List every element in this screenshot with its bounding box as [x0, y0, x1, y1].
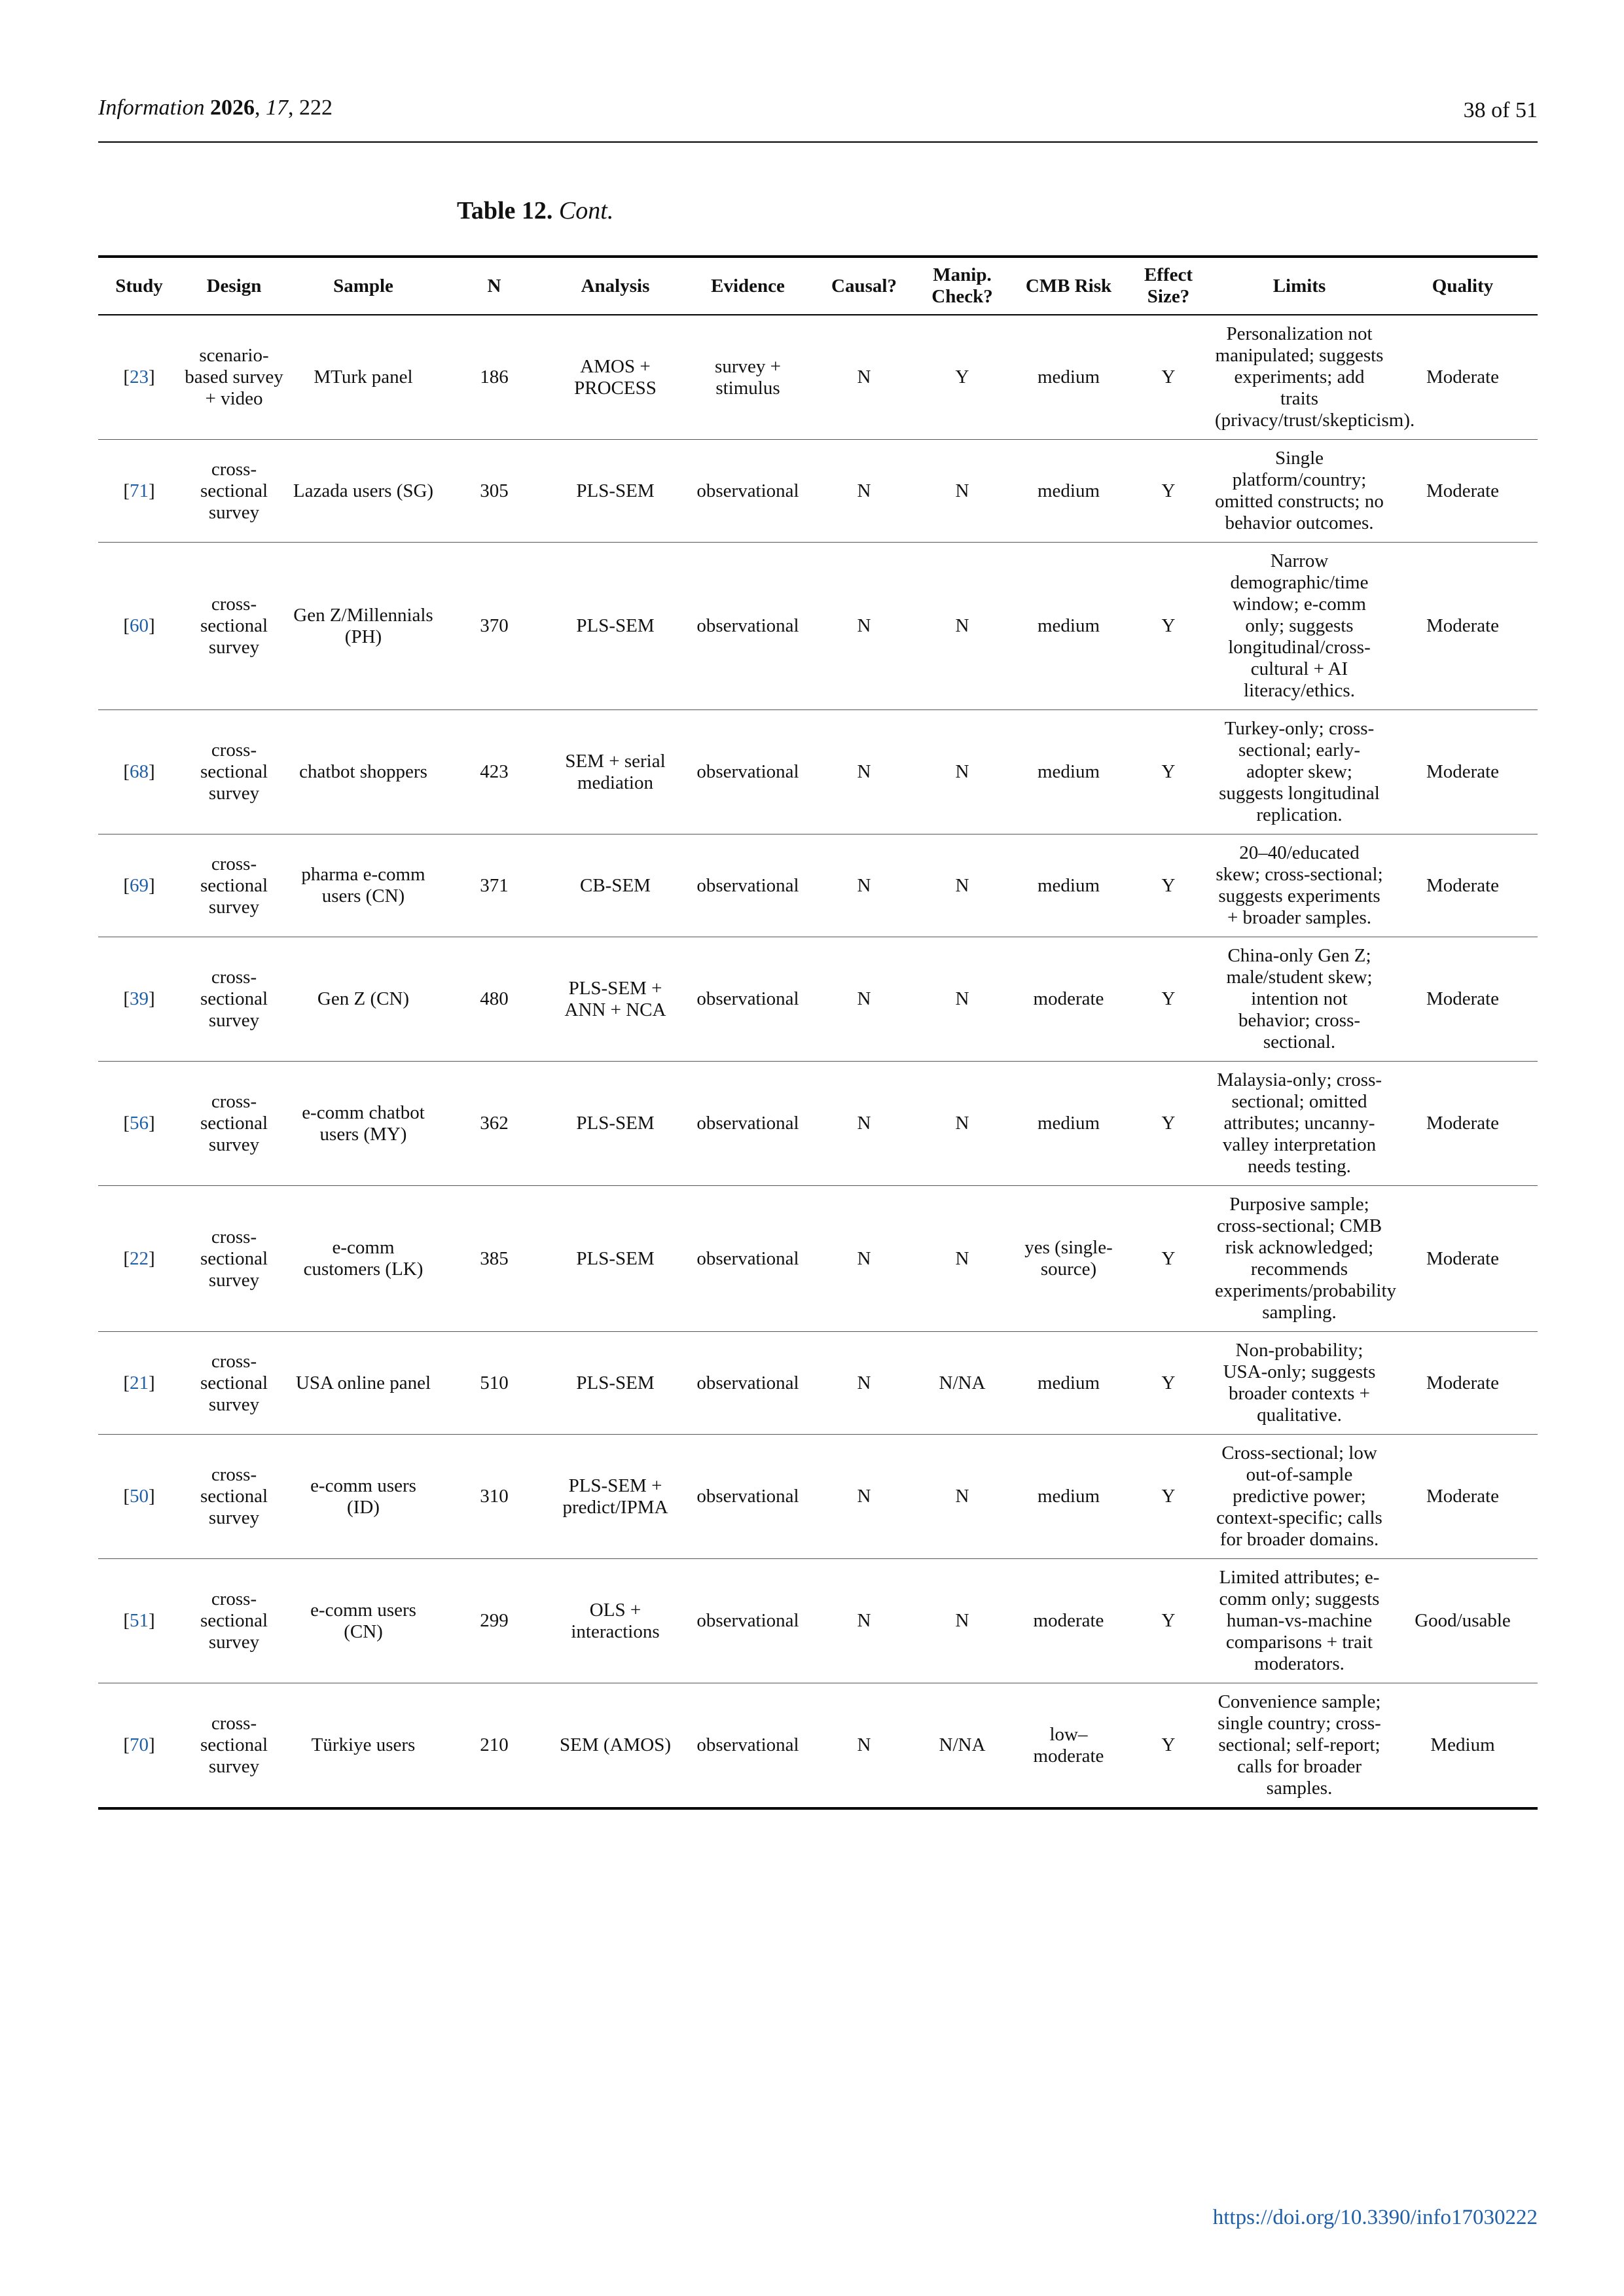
cmb-risk-cell: low–moderate	[1033, 1723, 1104, 1767]
column-header: Causal?	[831, 275, 897, 296]
design-cell: cross-sectional survey	[200, 1464, 268, 1528]
study-ref: [51]	[123, 1610, 155, 1631]
cmb-risk-cell: medium	[1037, 1372, 1100, 1393]
design-cell: cross-sectional survey	[200, 967, 268, 1031]
study-ref: [56]	[123, 1113, 155, 1134]
quality-cell: Moderate	[1426, 367, 1500, 387]
limits-cell: Limited attributes; e-comm only; suggests human-vs-machine comparisons + trait moderators.	[1219, 1567, 1380, 1674]
causal-cell: N	[857, 1113, 871, 1134]
n-cell: 480	[480, 988, 509, 1009]
table-row	[98, 543, 1538, 710]
evidence-cell: observational	[696, 1113, 799, 1134]
manip-check-cell: N	[955, 988, 969, 1009]
quality-cell: Moderate	[1426, 1372, 1500, 1393]
evidence-cell: observational	[696, 1610, 799, 1631]
analysis-cell: CB-SEM	[580, 874, 651, 896]
n-cell: 362	[480, 1113, 509, 1134]
journal-volume: 17	[265, 96, 288, 120]
sample-cell: e-comm customers (LK)	[303, 1237, 424, 1280]
cmb-risk-cell: medium	[1037, 761, 1100, 782]
citation-link[interactable]: 22	[130, 1247, 149, 1269]
analysis-cell: OLS + interactions	[571, 1599, 660, 1642]
limits-cell: Turkey-only; cross-sectional; early-adopter skew; suggests longitudinal replication.	[1219, 718, 1380, 825]
effect-size-cell: Y	[1161, 1610, 1176, 1631]
evidence-cell: observational	[696, 874, 799, 896]
n-cell: 385	[480, 1247, 509, 1269]
journal-citation: Information 2026, 17, 222	[98, 96, 333, 120]
table-body	[98, 315, 1538, 1808]
effect-size-cell: Y	[1161, 1113, 1176, 1134]
causal-cell: N	[857, 874, 871, 896]
sample-cell: Gen Z/Millennials (PH)	[293, 604, 433, 647]
table-row	[98, 315, 1538, 440]
quality-cell: Moderate	[1426, 1113, 1500, 1134]
evidence-cell: observational	[696, 1247, 799, 1269]
design-cell: cross-sectional survey	[200, 594, 268, 658]
effect-size-cell: Y	[1161, 761, 1176, 782]
manip-check-cell: N	[955, 1247, 969, 1269]
effect-size-cell: Y	[1161, 988, 1176, 1009]
effect-size-cell: Y	[1161, 874, 1176, 896]
column-header: Effect Size?	[1144, 264, 1193, 307]
table-row	[98, 1332, 1538, 1435]
limits-cell: China-only Gen Z; male/student skew; intention not behavior; cross-sectional.	[1226, 945, 1373, 1052]
causal-cell: N	[857, 1734, 871, 1755]
limits-cell: Malaysia-only; cross-sectional; omitted attributes; uncanny-valley interpretation needs testing.	[1216, 1069, 1382, 1177]
limits-cell: Narrow demographic/time window; e-comm only; suggests longitudinal/cross-cultural + AI literacy/ethics.	[1228, 550, 1371, 701]
table-caption	[457, 196, 613, 225]
quality-cell: Moderate	[1426, 874, 1500, 896]
sample-cell: e-comm chatbot users (MY)	[302, 1102, 425, 1145]
limits-cell: Purposive sample; cross-sectional; CMB risk acknowledged; recommends experiments/probability sampling.	[1215, 1194, 1397, 1323]
n-cell: 370	[480, 615, 509, 636]
n-cell: 305	[480, 480, 509, 501]
citation-link[interactable]: 39	[130, 988, 149, 1009]
limits-cell: 20–40/educated skew; cross-sectional; suggests experiments + broader samples.	[1216, 842, 1383, 928]
analysis-cell: SEM + serial mediation	[565, 750, 666, 793]
manip-check-cell: N	[955, 1113, 969, 1134]
citation-link[interactable]: 23	[130, 367, 149, 387]
manip-check-cell: N	[955, 615, 969, 636]
cmb-risk-cell: medium	[1037, 480, 1100, 501]
n-cell: 423	[480, 761, 509, 782]
limits-cell: Cross-sectional; low out-of-sample predictive power; context-specific; calls for broader domains.	[1216, 1443, 1382, 1550]
analysis-cell: PLS-SEM	[576, 615, 655, 636]
manip-check-cell: Y	[955, 367, 969, 387]
cmb-risk-cell: moderate	[1033, 1610, 1104, 1631]
causal-cell: N	[857, 1247, 871, 1269]
journal-year: 2026	[209, 96, 255, 120]
sample-cell: e-comm users (CN)	[310, 1599, 416, 1642]
causal-cell: N	[857, 480, 871, 501]
page-header	[98, 92, 1538, 143]
effect-size-cell: Y	[1161, 1486, 1176, 1507]
study-ref: [69]	[123, 874, 155, 896]
sample-cell: Lazada users (SG)	[293, 480, 434, 501]
causal-cell: N	[857, 1610, 871, 1631]
column-header: N	[487, 275, 501, 296]
cmb-risk-cell: medium	[1037, 1486, 1100, 1507]
table-row	[98, 440, 1538, 543]
citation-link[interactable]: 56	[130, 1113, 149, 1134]
citation-link[interactable]: 21	[130, 1372, 149, 1393]
citation-link[interactable]: 69	[130, 874, 149, 896]
sample-cell: Türkiye users	[311, 1734, 416, 1755]
limits-cell: Convenience sample; single country; cross-sectional; self-report; calls for broader samples.	[1218, 1691, 1381, 1799]
evidence-cell: observational	[696, 615, 799, 636]
evidence-cell: observational	[696, 1372, 799, 1393]
table-row	[98, 1435, 1538, 1559]
table-label: Table 12.	[457, 197, 553, 224]
quality-cell: Medium	[1430, 1734, 1495, 1755]
citation-link[interactable]: 50	[130, 1486, 149, 1507]
manip-check-cell: N	[955, 761, 969, 782]
manip-check-cell: N	[955, 874, 969, 896]
page-number: 38 of 51	[1463, 98, 1538, 122]
n-cell: 371	[480, 874, 509, 896]
effect-size-cell: Y	[1161, 615, 1176, 636]
study-ref: [21]	[123, 1372, 155, 1393]
sample-cell: MTurk panel	[314, 367, 413, 387]
table-row	[98, 1559, 1538, 1683]
table-row	[98, 834, 1538, 937]
design-cell: cross-sectional survey	[200, 740, 268, 804]
design-cell: cross-sectional survey	[200, 458, 268, 523]
column-header: Analysis	[581, 275, 650, 296]
causal-cell: N	[857, 1486, 871, 1507]
n-cell: 186	[480, 367, 509, 387]
column-header: Study	[115, 275, 163, 296]
citation-link[interactable]: 51	[130, 1610, 149, 1631]
causal-cell: N	[857, 615, 871, 636]
manip-check-cell: N/NA	[939, 1734, 986, 1755]
n-cell: 310	[480, 1486, 509, 1507]
sample-cell: chatbot shoppers	[299, 761, 427, 782]
journal-article: 222	[298, 96, 333, 120]
table-row	[98, 710, 1538, 834]
limits-cell: Personalization not manipulated; suggests experiments; add traits (privacy/trust/skepticism).	[1215, 323, 1415, 431]
limits-cell: Single platform/country; omitted constructs; no behavior outcomes.	[1215, 448, 1384, 533]
design-cell: scenario-based survey + video	[185, 345, 283, 409]
causal-cell: N	[857, 1372, 871, 1393]
effect-size-cell: Y	[1161, 1734, 1176, 1755]
table-row	[98, 1186, 1538, 1332]
design-cell: cross-sectional survey	[200, 853, 268, 918]
analysis-cell: PLS-SEM + ANN + NCA	[564, 977, 666, 1020]
table-cont: Cont.	[558, 197, 614, 224]
analysis-cell: SEM (AMOS)	[560, 1734, 671, 1755]
cmb-risk-cell: medium	[1037, 367, 1100, 387]
design-cell: cross-sectional survey	[200, 1226, 268, 1291]
quality-cell: Moderate	[1426, 1247, 1500, 1269]
study-ref: [22]	[123, 1247, 155, 1269]
n-cell: 510	[480, 1372, 509, 1393]
analysis-cell: PLS-SEM	[576, 1372, 655, 1393]
analysis-cell: PLS-SEM	[576, 1247, 655, 1269]
study-ref: [39]	[123, 988, 155, 1009]
column-header: Evidence	[711, 275, 785, 296]
effect-size-cell: Y	[1161, 367, 1176, 387]
study-ref: [23]	[123, 367, 155, 387]
design-cell: cross-sectional survey	[200, 1091, 268, 1155]
effect-size-cell: Y	[1161, 1247, 1176, 1269]
design-cell: cross-sectional survey	[200, 1713, 268, 1777]
manip-check-cell: N	[955, 1610, 969, 1631]
citation-link[interactable]: 71	[130, 480, 149, 501]
quality-cell: Moderate	[1426, 615, 1500, 636]
column-header: Design	[206, 275, 262, 296]
evidence-cell: observational	[696, 1734, 799, 1755]
causal-cell: N	[857, 367, 871, 387]
column-header: Manip. Check?	[931, 264, 993, 307]
citation-link[interactable]: 68	[130, 761, 149, 782]
study-quality-table	[98, 255, 1538, 1810]
cmb-risk-cell: medium	[1037, 1113, 1100, 1134]
sample-cell: e-comm users (ID)	[310, 1475, 416, 1518]
table-row	[98, 1062, 1538, 1186]
quality-cell: Moderate	[1426, 1486, 1500, 1507]
cmb-risk-cell: medium	[1037, 615, 1100, 636]
column-header: Quality	[1432, 275, 1494, 296]
n-cell: 299	[480, 1610, 509, 1631]
sample-cell: USA online panel	[295, 1372, 431, 1393]
citation-link[interactable]: 70	[130, 1734, 149, 1755]
study-ref: [68]	[123, 761, 155, 782]
manip-check-cell: N/NA	[939, 1372, 986, 1393]
evidence-cell: survey + stimulus	[715, 355, 781, 399]
table-row	[98, 937, 1538, 1062]
evidence-cell: observational	[696, 761, 799, 782]
cmb-risk-cell: moderate	[1033, 988, 1104, 1009]
evidence-cell: observational	[696, 1486, 799, 1507]
analysis-cell: PLS-SEM	[576, 1113, 655, 1134]
study-ref: [71]	[123, 480, 155, 501]
study-ref: [60]	[123, 615, 155, 636]
manip-check-cell: N	[955, 480, 969, 501]
quality-cell: Good/usable	[1415, 1610, 1511, 1631]
design-cell: cross-sectional survey	[200, 1588, 268, 1653]
cmb-risk-cell: medium	[1037, 874, 1100, 896]
column-header: Limits	[1272, 275, 1326, 296]
column-header: CMB Risk	[1025, 275, 1112, 296]
study-ref: [50]	[123, 1486, 155, 1507]
analysis-cell: AMOS + PROCESS	[574, 355, 657, 399]
journal-name: Information	[98, 96, 205, 120]
evidence-cell: observational	[696, 988, 799, 1009]
analysis-cell: PLS-SEM	[576, 480, 655, 501]
evidence-cell: observational	[696, 480, 799, 501]
effect-size-cell: Y	[1161, 480, 1176, 501]
quality-cell: Moderate	[1426, 761, 1500, 782]
manip-check-cell: N	[955, 1486, 969, 1507]
design-cell: cross-sectional survey	[200, 1350, 268, 1415]
sample-cell: pharma e-comm users (CN)	[301, 864, 425, 906]
citation-link[interactable]: 60	[130, 615, 149, 636]
effect-size-cell: Y	[1161, 1372, 1176, 1393]
quality-cell: Moderate	[1426, 988, 1500, 1009]
doi-link[interactable]: https://doi.org/10.3390/info17030222	[1212, 2206, 1538, 2229]
cmb-risk-cell: yes (single-source)	[1024, 1237, 1113, 1280]
table-header-row	[98, 257, 1538, 315]
study-ref: [70]	[123, 1734, 155, 1755]
n-cell: 210	[480, 1734, 509, 1755]
causal-cell: N	[857, 988, 871, 1009]
causal-cell: N	[857, 761, 871, 782]
quality-cell: Moderate	[1426, 480, 1500, 501]
limits-cell: Non-probability; USA-only; suggests broader contexts + qualitative.	[1223, 1340, 1376, 1426]
table-row	[98, 1683, 1538, 1809]
analysis-cell: PLS-SEM + predict/IPMA	[562, 1475, 668, 1518]
sample-cell: Gen Z (CN)	[317, 988, 410, 1009]
column-header: Sample	[333, 275, 393, 296]
